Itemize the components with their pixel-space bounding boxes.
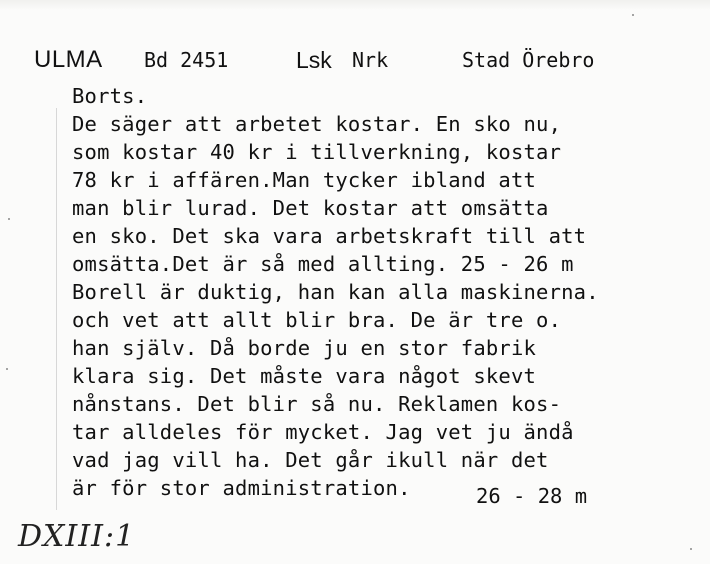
text-line: nånstans. Det blir så nu. Reklamen kos- xyxy=(72,392,562,416)
text-line: tar alldeles för mycket. Jag vet ju ändå xyxy=(72,420,574,444)
text-line: De säger att arbetet kostar. En sko nu, xyxy=(72,112,562,136)
text-line: Borell är duktig, han kan alla maskinerna. xyxy=(72,280,599,304)
text-line: en sko. Det ska vara arbetskraft till att xyxy=(72,224,587,248)
speck xyxy=(632,14,634,16)
classification-code: DXIII:1 xyxy=(18,519,136,554)
topic-heading: Borts. xyxy=(72,84,148,108)
text-line: 78 kr i affären.Man tycker ibland att xyxy=(72,168,537,192)
card-top-edge xyxy=(0,0,710,10)
text-line: och vet att allt blir bra. De är tre o. xyxy=(72,308,562,332)
volume-number: Bd 2451 xyxy=(144,48,229,72)
margin-rule xyxy=(56,108,57,510)
page-reference: 26 - 28 m xyxy=(476,484,588,508)
place-name: Stad Örebro xyxy=(462,48,595,72)
text-line: som kostar 40 kr i tillverkning, kostar xyxy=(72,140,562,164)
speck xyxy=(8,218,10,220)
county-abbrev: Nrk xyxy=(352,48,389,72)
text-line: vad jag vill ha. Det går ikull när det xyxy=(72,448,549,472)
speck xyxy=(690,548,692,550)
archive-name: ULMA xyxy=(34,46,103,73)
text-line: man blir lurad. Det kostar att omsätta xyxy=(72,196,549,220)
province-abbrev: Lsk xyxy=(296,47,332,73)
text-line: klara sig. Det måste vara något skevt xyxy=(72,364,537,388)
text-line: omsätta.Det är så med allting. 25 - 26 m xyxy=(72,252,574,276)
text-line: är för stor administration. xyxy=(72,476,411,500)
speck xyxy=(6,368,8,370)
text-line: han själv. Då borde ju en stor fabrik xyxy=(72,336,537,360)
